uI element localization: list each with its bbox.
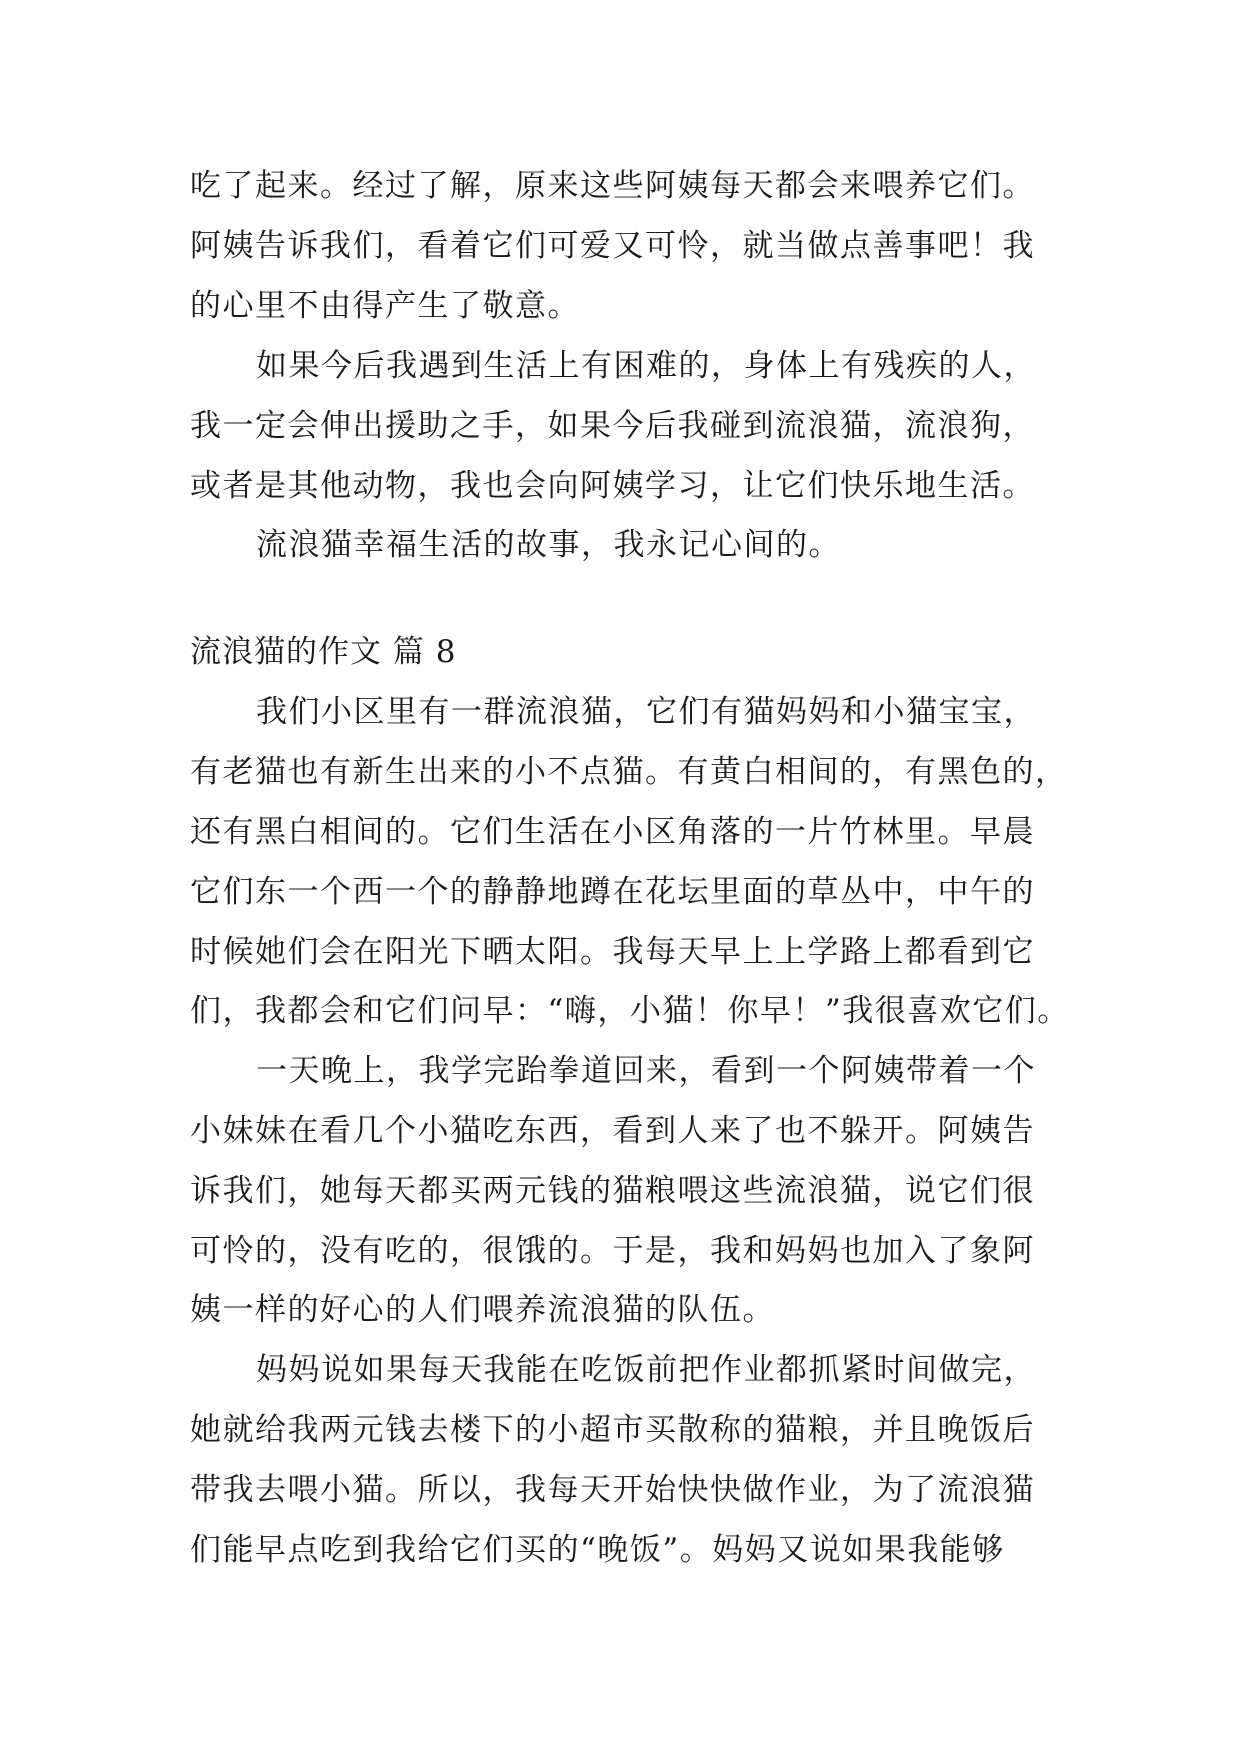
text-line: 们能早点吃到我给它们买的“晚饭”。妈妈又说如果我能够 xyxy=(190,1532,1005,1568)
text-line: 我一定会伸出援助之手，如果今后我碰到流浪猫，流浪狗， xyxy=(190,408,1035,444)
text-line: 时候她们会在阳光下晒太阳。我每天早上上学路上都看到它 xyxy=(190,934,1035,970)
text-line: 可怜的，没有吃的，很饿的。于是，我和妈妈也加入了象阿 xyxy=(190,1233,1035,1269)
text-line: 的心里不由得产生了敬意。 xyxy=(190,288,580,324)
text-line: 一天晚上，我学完跆拳道回来，看到一个阿姨带着一个 xyxy=(256,1053,1036,1089)
text-line: 带我去喂小猫。所以，我每天开始快快做作业，为了流浪猫 xyxy=(190,1472,1035,1508)
text-line: 或者是其他动物，我也会向阿姨学习，让它们快乐地生活。 xyxy=(190,468,1035,504)
text-line: 妈妈说如果每天我能在吃饭前把作业都抓紧时间做完， xyxy=(256,1352,1036,1388)
text-line: 我们小区里有一群流浪猫，它们有猫妈妈和小猫宝宝， xyxy=(256,694,1036,730)
text-line: 小妹妹在看几个小猫吃东西，看到人来了也不躲开。阿姨告 xyxy=(190,1113,1035,1149)
text-line: 她就给我两元钱去楼下的小超市买散称的猫粮，并且晚饭后 xyxy=(190,1412,1035,1448)
text-line: 吃了起来。经过了解，原来这些阿姨每天都会来喂养它们。 xyxy=(190,168,1035,204)
text-line: 姨一样的好心的人们喂养流浪猫的队伍。 xyxy=(190,1292,775,1328)
text-line: 阿姨告诉我们，看着它们可爱又可怜，就当做点善事吧！我 xyxy=(190,228,1035,264)
text-line: 它们东一个西一个的静静地蹲在花坛里面的草丛中，中午的 xyxy=(190,874,1035,910)
text-line: 还有黑白相间的。它们生活在小区角落的一片竹林里。早晨 xyxy=(190,814,1035,850)
section-heading: 流浪猫的作文 篇 8 xyxy=(190,634,457,670)
text-line: 们，我都会和它们问早：“嗨，小猫！你早！”我很喜欢它们。 xyxy=(190,993,1070,1029)
text-line: 如果今后我遇到生活上有困难的，身体上有残疾的人， xyxy=(256,348,1036,384)
text-line: 流浪猫幸福生活的故事，我永记心间的。 xyxy=(256,527,841,563)
text-line: 诉我们，她每天都买两元钱的猫粮喂这些流浪猫，说它们很 xyxy=(190,1173,1035,1209)
text-line: 有老猫也有新生出来的小不点猫。有黄白相间的，有黑色的， xyxy=(190,754,1068,790)
